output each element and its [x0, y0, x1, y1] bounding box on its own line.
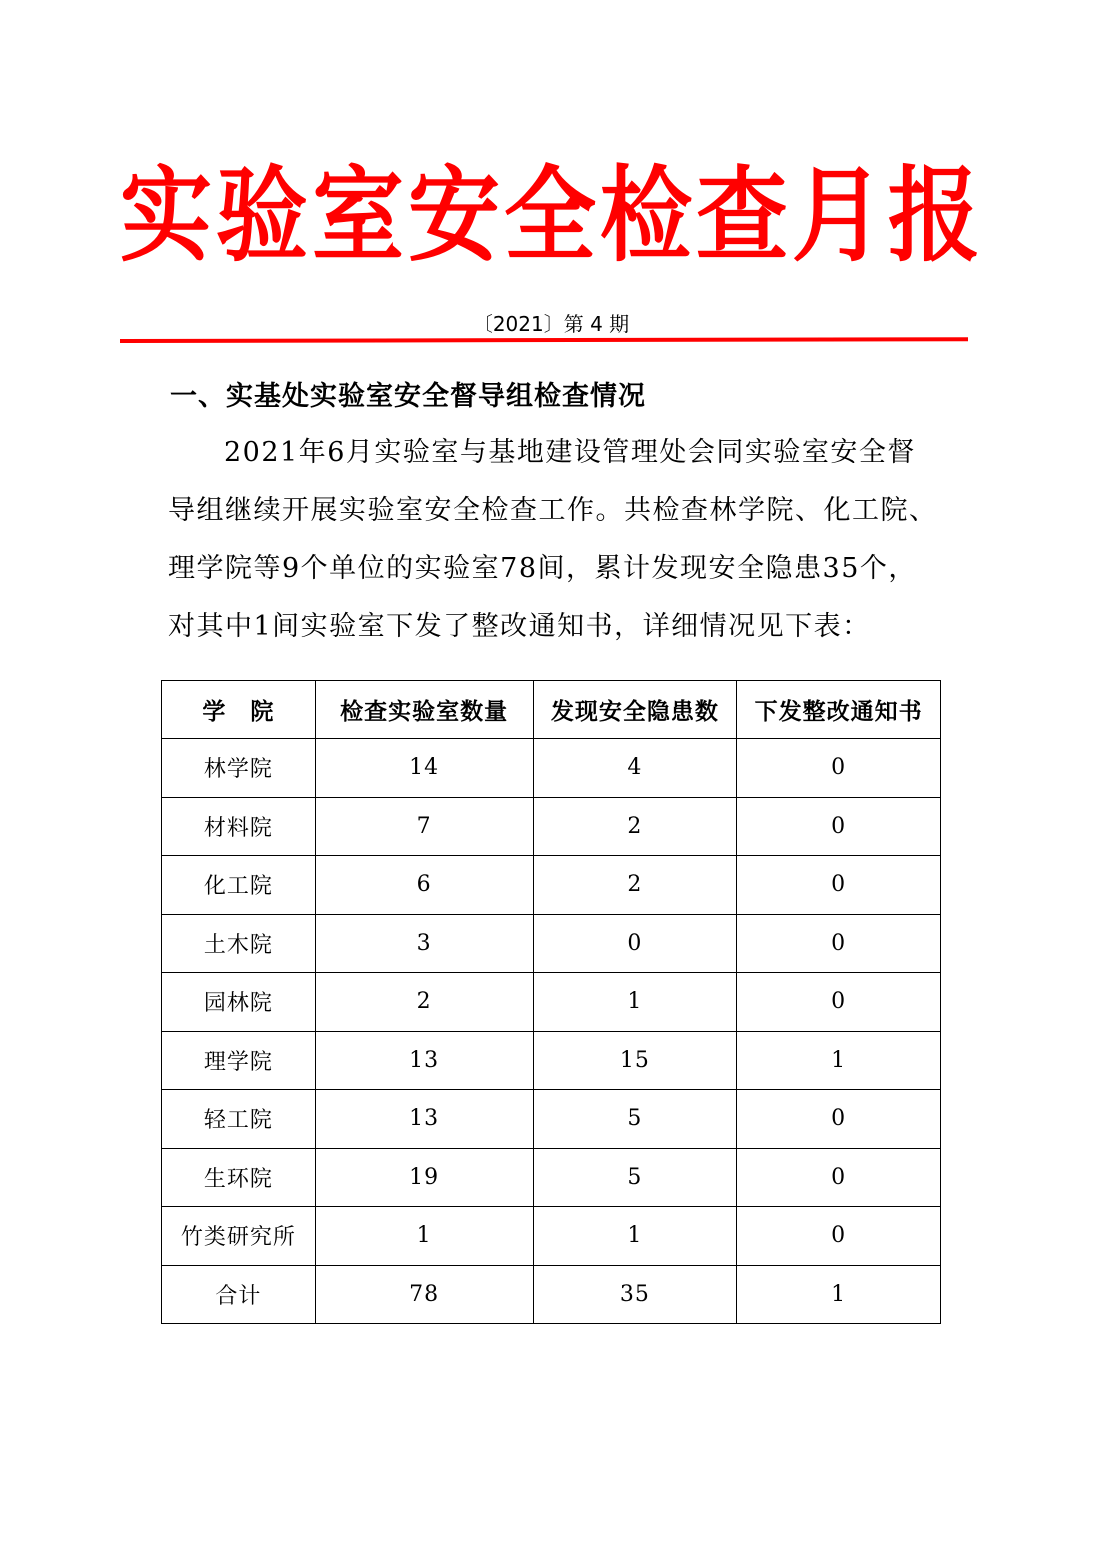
cell-rectification-notices: 0: [737, 973, 941, 1032]
cell-college: 合计: [162, 1265, 316, 1324]
red-divider: [120, 337, 968, 343]
table-row: [162, 1207, 941, 1266]
cell-labs-inspected: 3: [315, 914, 533, 973]
masthead-char: 实: [120, 154, 213, 276]
masthead-char: 报: [887, 154, 980, 276]
cell-rectification-notices: 1: [737, 1031, 941, 1090]
cell-college: 化工院: [162, 856, 316, 915]
table-row: [162, 797, 941, 856]
cell-labs-inspected: 6: [315, 856, 533, 915]
cell-labs-inspected: 13: [315, 1090, 533, 1149]
table-row: [162, 1265, 941, 1324]
cell-labs-inspected: 13: [315, 1031, 533, 1090]
header-college: 学 院: [162, 681, 316, 739]
cell-labs-inspected: 2: [315, 973, 533, 1032]
cell-hazards-found: 4: [533, 739, 737, 798]
cell-college: 理学院: [162, 1031, 316, 1090]
masthead-char: 查: [695, 154, 788, 276]
cell-labs-inspected: 78: [315, 1265, 533, 1324]
masthead-char: 验: [215, 154, 308, 276]
table-row: [162, 973, 941, 1032]
cell-labs-inspected: 14: [315, 739, 533, 798]
masthead-char: 全: [503, 154, 596, 276]
cell-rectification-notices: 0: [737, 1148, 941, 1207]
cell-college: 竹类研究所: [162, 1207, 316, 1266]
cell-hazards-found: 35: [533, 1265, 737, 1324]
cell-college: 生环院: [162, 1148, 316, 1207]
table-row: [162, 1090, 941, 1149]
cell-rectification-notices: 0: [737, 1090, 941, 1149]
table-header-row: [162, 681, 941, 739]
cell-labs-inspected: 19: [315, 1148, 533, 1207]
table-row: [162, 739, 941, 798]
cell-rectification-notices: 1: [737, 1265, 941, 1324]
masthead-title: [120, 150, 980, 280]
table-row: [162, 1148, 941, 1207]
table-row: [162, 1031, 941, 1090]
header-hazards-found: 发现安全隐患数: [533, 681, 737, 739]
masthead-char: 安: [407, 154, 500, 276]
cell-college: 材料院: [162, 797, 316, 856]
table-body: [162, 739, 941, 1324]
cell-college: 林学院: [162, 739, 316, 798]
section-heading: 一、实基处实验室安全督导组检查情况: [170, 381, 646, 412]
cell-college: 轻工院: [162, 1090, 316, 1149]
cell-college: 园林院: [162, 973, 316, 1032]
cell-hazards-found: 15: [533, 1031, 737, 1090]
cell-labs-inspected: 7: [315, 797, 533, 856]
cell-hazards-found: 5: [533, 1090, 737, 1149]
issue-number: 〔2021〕第 4 期: [472, 312, 630, 336]
cell-hazards-found: 1: [533, 1207, 737, 1266]
cell-rectification-notices: 0: [737, 1207, 941, 1266]
cell-hazards-found: 0: [533, 914, 737, 973]
masthead-char: 室: [311, 154, 404, 276]
cell-hazards-found: 2: [533, 856, 737, 915]
cell-rectification-notices: 0: [737, 739, 941, 798]
masthead-char: 月: [791, 154, 884, 276]
inspection-table: [161, 680, 941, 1324]
cell-labs-inspected: 1: [315, 1207, 533, 1266]
cell-rectification-notices: 0: [737, 914, 941, 973]
table-row: [162, 914, 941, 973]
cell-hazards-found: 5: [533, 1148, 737, 1207]
cell-hazards-found: 1: [533, 973, 737, 1032]
body-paragraph: 2021年6月实验室与基地建设管理处会同实验室安全督导组继续开展实验室安全检查工作。共检查林学院、化工院、理学院等9个单位的实验室78间，累计发现安全隐患35个，对其中1间实验室下发了整改通知书，详细情况见下表：: [168, 437, 938, 642]
header-labs-inspected: 检查实验室数量: [315, 681, 533, 739]
cell-rectification-notices: 0: [737, 856, 941, 915]
cell-hazards-found: 2: [533, 797, 737, 856]
cell-rectification-notices: 0: [737, 797, 941, 856]
cell-college: 土木院: [162, 914, 316, 973]
masthead-char: 检: [599, 154, 692, 276]
header-rectification-notices: 下发整改通知书: [737, 681, 941, 739]
table-row: [162, 856, 941, 915]
